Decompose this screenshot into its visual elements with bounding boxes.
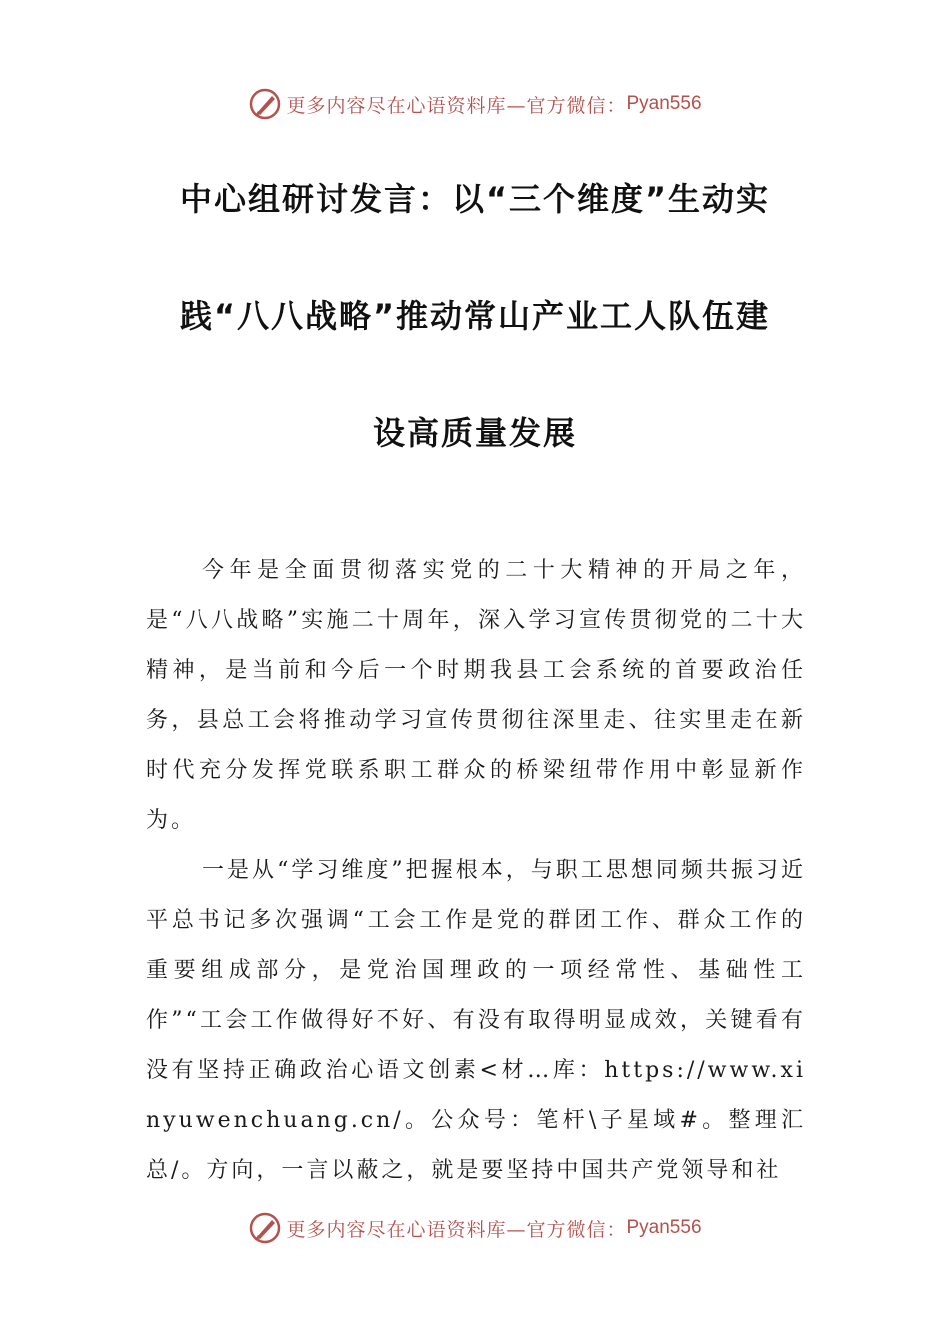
header-banner-text: 更多内容尽在心语资料库—官方微信： [286, 94, 627, 117]
document-title [140, 170, 810, 521]
title-line-1: 中心组研讨发言：以“三个维度”生动实 [179, 180, 771, 218]
header-wechat-id: Pyan556 [626, 93, 702, 114]
pen-logo-icon [248, 87, 282, 121]
footer-banner [0, 1208, 950, 1248]
document-body [146, 546, 806, 1196]
footer-wechat-id: Pyan556 [626, 1217, 702, 1238]
header-banner [0, 84, 950, 124]
paragraph-2 [146, 846, 806, 1196]
title-line-2: 践“八八战略”推动常山产业工人队伍建 [179, 297, 771, 335]
paragraph-1 [146, 546, 806, 846]
paragraph-2-text: 一是从“学习维度”把握根本，与职工思想同频共振习近平总书记多次强调“工会工作是党的群团工作、群众工作的重要组成部分，是党治国理政的一项经常性、基础性工作”“工会工作做得好不好、有没有取得明显成效，关键看有没有坚持正确政治心语文创素<材…库：https://www.xinyuwenchuang.cn/。公众号：笔杆\子星域#。整理汇总/。方向，一言以蔽之，就是要坚持中国共产党领导和社 [146, 858, 806, 1183]
pen-logo-icon [248, 1211, 282, 1245]
paragraph-1-text: 今年是全面贯彻落实党的二十大精神的开局之年，是“八八战略”实施二十周年，深入学习宣传贯彻党的二十大精神，是当前和今后一个时期我县工会系统的首要政治任务，县总工会将推动学习宣传贯彻往深里走、往实里走在新时代充分发挥党联系职工群众的桥梁纽带作用中彰显新作为。 [146, 558, 806, 833]
footer-banner-text: 更多内容尽在心语资料库—官方微信： [286, 1218, 627, 1241]
title-line-3: 设高质量发展 [372, 414, 577, 452]
